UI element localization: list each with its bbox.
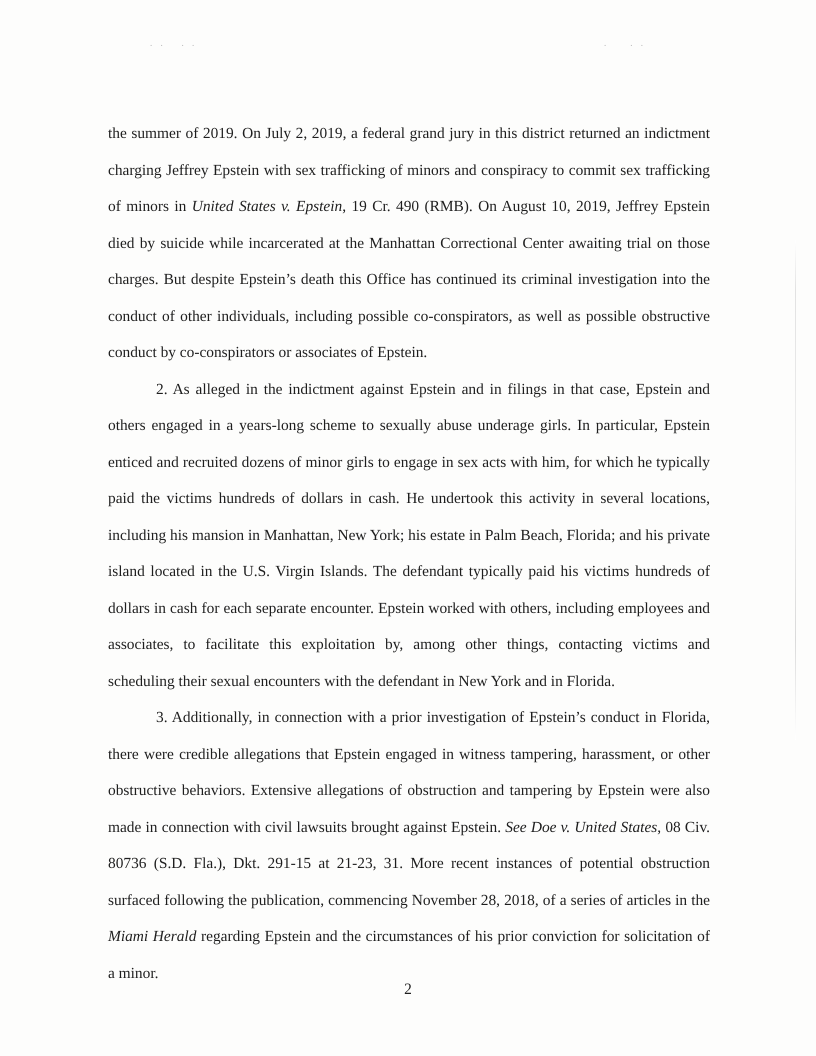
italic-citation: United States v. Epstein	[191, 198, 343, 215]
italic-citation: Miami Herald	[108, 928, 197, 945]
scan-speck-left: . . . .	[150, 38, 198, 48]
text-run: 3. Additionally, in connection with a prior investigation of Epstein’s conduct in Florida, there were credible allegations that Epstein engaged in witness tampering, harassment, or other obstructive behaviors. Extensive allegations of obstruction and tampering by Epstein were also made in connection with civil lawsuits brought against Epstein.	[108, 709, 710, 836]
paragraph-p2	[108, 372, 710, 701]
text-run: the summer of 2019. On July 2, 2019, a federal grand jury in this district returned an indictment charging Jeffrey Epstein with sex trafficking of minors and conspiracy to commit sex trafficking of minors in	[108, 125, 710, 215]
text-run: , 08 Civ. 80736 (S.D. Fla.), Dkt. 291-15 at 21-23, 31. More recent instances of potential obstruction surfaced following the publication, commencing November 28, 2018, of a series of articles in the	[108, 818, 711, 909]
text-run: regarding Epstein and the circumstances of his prior conviction for solicitation of a minor.	[108, 928, 710, 982]
page-number: 2	[404, 981, 412, 998]
text-run: 2. As alleged in the indictment against Epstein and in filings in that case, Epstein and others engaged in a years-long scheme to sexually abuse underage girls. In particular, Epstein enticed and recruited dozens of minor girls to engage in sex acts with him, for which he typically paid the victims hundreds of dollars in cash. He undertook this activity in several locations, including his mansion in Manhattan, New York; his estate in Palm Beach, Florida; and his private island located in the U.S. Virgin Islands. The defendant typically paid his victims hundreds of dollars in cash for each separate encounter. Epstein worked with others, including employees and associates, to facilitate this exploitation by, among other things, contacting victims and scheduling their sexual encounters with the defendant in New York and in Florida.	[108, 380, 710, 690]
scan-speck-right: . . .	[604, 38, 646, 48]
document-body	[108, 116, 710, 992]
text-run: , 19 Cr. 490 (RMB). On August 10, 2019, Jeffrey Epstein died by suicide while incarcerated at the Manhattan Correctional Center awaiting trial on those charges. But despite Epstein’s death this Office has continued its criminal investigation into the conduct of other individuals, including possible co-conspirators, as well as possible obstructive conduct by co-conspirators or associates of Epstein.	[108, 198, 710, 361]
italic-citation: See Doe v. United States	[505, 818, 658, 836]
scan-edge-line	[795, 240, 796, 740]
paragraph-p1	[108, 116, 710, 372]
paragraph-p3	[108, 700, 710, 992]
